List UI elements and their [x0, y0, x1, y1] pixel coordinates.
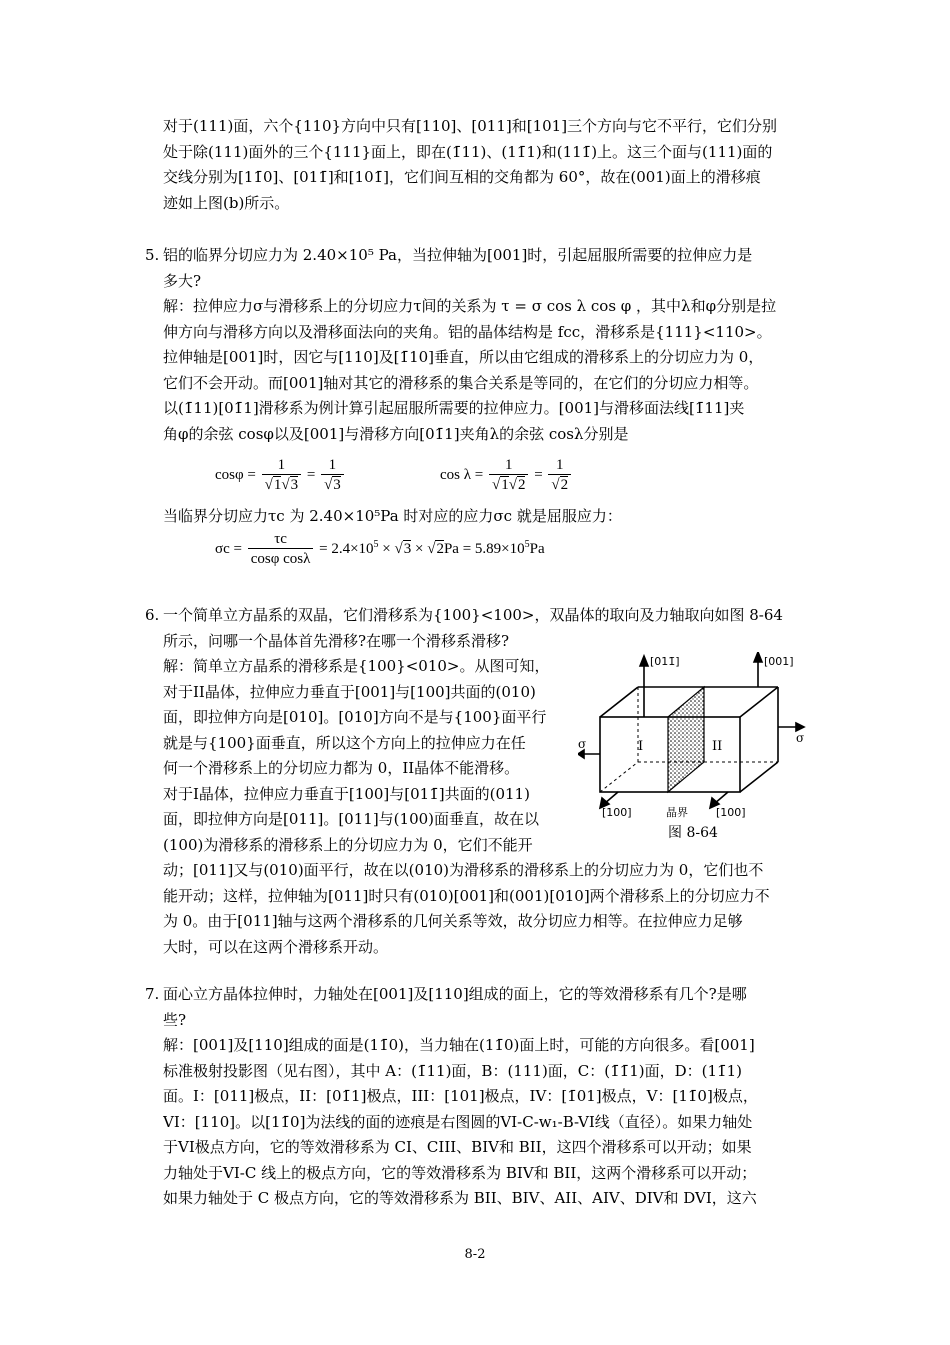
- answer-line: 对于II晶体，拉伸应力垂直于[001]与[100]共面的(010): [163, 682, 536, 701]
- formula-yield-stress: σc = $\frac{\tau c}{\text{cosφ cosλ}}$ = $2.4\times 10^5 \times √3 \times √2Pa = 5.89\times 10^5Pa$: [215, 531, 545, 567]
- answer-line: 角φ的余弦 cosφ以及[001]与滑移方向[01̄1]夹角λ的余弦 cosλ分别是: [163, 424, 629, 443]
- question-line: 多大?: [163, 271, 202, 290]
- question-line: 些?: [163, 1010, 187, 1029]
- answer-line: 于VI极点方向，它的等效滑移系为 CI、CIII、BIV和 BII，这四个滑移系可以开动；如果: [163, 1138, 752, 1156]
- intro-paragraph: [163, 114, 808, 216]
- answer-line: 面。I：[011]极点，II：[01̄1]极点，III：[101]极点，IV：[1̄01]极点，V：[11̄0]极点，: [163, 1087, 758, 1105]
- label-crystal-I: I: [638, 739, 644, 754]
- label-sigma-left: σ: [578, 737, 587, 751]
- answer-line: 面，即拉伸方向是[011]。[011]与(100)面垂直，故在以: [163, 810, 540, 828]
- answer-line: 能开动；这样，拉伸轴为[011]时只有(010)[001]和(001)[010]两个滑移系上的分切应力不: [163, 886, 770, 905]
- label-001: [001]: [764, 655, 794, 668]
- label-crystal-II: II: [712, 739, 723, 754]
- answer-line: 就是与{100}面垂直，所以这个方向上的拉伸应力在任: [163, 733, 526, 752]
- answer-line: 标准极射投影图（见右图），其中 A：(1̄11)面，B：(111)面，C：(1̄1̄1)面，D：(11̄1): [163, 1061, 742, 1080]
- answer-line: 伸方向与滑移方向以及滑移面法向的夹角。铝的晶体结构是 fcc，滑移系是{111}<110>。: [163, 322, 772, 341]
- question-6-answer-wide: [163, 858, 808, 960]
- label-011: [011̄]: [650, 655, 680, 668]
- q5-middle-line: 当临界分切应力τc 为 2.40×10⁵Pa 时对应的应力σc 就是屈服应力：: [163, 507, 622, 525]
- answer-line: 对于I晶体，拉伸应力垂直于[100]与[011̄]共面的(011): [163, 784, 530, 803]
- label-100-left: [100]: [602, 806, 632, 819]
- label-sigma-right: σ: [796, 731, 805, 745]
- answer-line: VI：[110]。以[11̄0]为法线的面的迹痕是右图圆的VI-C-w₁-B-VI线（直径）。如果力轴处: [163, 1112, 753, 1131]
- formula-cos-phi: cosφ = $\frac{1}{√1√3}$ = $\frac{1}{√3}$: [215, 456, 346, 495]
- question-line: 面心立方晶体拉伸时，力轴处在[001]及[110]组成的面上，它的等效滑移系有几个?是哪: [163, 985, 747, 1003]
- grain-boundary-plane: [668, 687, 704, 792]
- question-6-text: [163, 603, 808, 654]
- answer-line: 动；[011]又与(010)面平行，故在以(010)为滑移系的滑移系上的分切应力为 0，它们也不: [163, 861, 764, 879]
- answer-line: (100)为滑移系的滑移系上的分切应力为 0，它们不能开: [163, 835, 533, 854]
- answer-line: 如果力轴处于 C 极点方向，它的等效滑移系为 BII、BIV、AII、AIV、DIV和 DVI，这六: [163, 1189, 757, 1207]
- page-number: 8-2: [464, 1247, 486, 1262]
- answer-line: 面，即拉伸方向是[010]。[010]方向不是与{100}面平行: [163, 708, 547, 726]
- question-6-number: 6.: [145, 606, 160, 624]
- answer-line: 以(1̄11)[01̄1]滑移系为例计算引起屈服所需要的拉伸应力。[001]与滑移面法线[1̄11]夹: [163, 399, 745, 417]
- label-grain-boundary: 晶界: [666, 806, 688, 819]
- figure-caption: 图 8-64: [668, 825, 718, 841]
- answer-line: 解：[001]及[110]组成的面是(11̄0)，当力轴在(11̄0)面上时，可能的方向很多。看[001]: [163, 1036, 755, 1054]
- question-line: 一个简单立方晶系的双晶，它们滑移系为{100}<100>，双晶体的取向及力轴取向如图 8-64: [163, 606, 783, 624]
- question-line: 所示，问哪一个晶体首先滑移?在哪一个滑移系滑移?: [163, 631, 510, 650]
- intro-line: 迹如上图(b)所示。: [163, 193, 290, 212]
- bicrystal-figure: [578, 652, 813, 827]
- answer-line: 它们不会开动。而[001]轴对其它的滑移系的集合关系是等同的，在它们的分切应力相等。: [163, 373, 759, 392]
- intro-line: 处于除(111)面外的三个{111}面上，即在(1̄11)、(11̄1)和(111̄)上。这三个面与(111)面的: [163, 142, 773, 161]
- answer-line: 何一个滑移系上的分切应力都为 0，II晶体不能滑移。: [163, 759, 520, 777]
- question-7-number: 7.: [145, 985, 160, 1003]
- question-7-text: [163, 982, 808, 1212]
- question-6-answer-narrow: [163, 654, 563, 858]
- intro-line: 对于(111)面，六个{110}方向中只有[110]、[011]和[101]三个方向与它不平行，它们分别: [163, 117, 778, 135]
- intro-line: 交线分别为[11̄0]、[011̄]和[101̄]，它们间互相的交角都为 60°，故在(001)面上的滑移痕: [163, 168, 761, 186]
- answer-line: 大时，可以在这两个滑移系开动。: [163, 937, 389, 956]
- question-5-number: 5.: [145, 246, 160, 264]
- question-line: 铝的临界分切应力为 2.40×10⁵ Pa，当拉伸轴为[001]时，引起屈服所需要的拉伸应力是: [163, 246, 753, 264]
- answer-line: 解：简单立方晶系的滑移系是{100}<010>。从图可知，: [163, 657, 550, 675]
- answer-line: 拉伸轴是[001]时，因它与[110]及[1̄10]垂直，所以由它组成的滑移系上的分切应力为 0，: [163, 348, 764, 366]
- question-5-text: [163, 243, 808, 447]
- label-100-right: [100]: [716, 806, 746, 819]
- answer-line: 解：拉伸应力σ与滑移系上的分切应力τ间的关系为 τ = σ cos λ cos φ ，其中λ和φ分别是拉: [163, 297, 777, 315]
- answer-line: 为 0。由于[011]轴与这两个滑移系的几何关系等效，故分切应力相等。在拉伸应力足够: [163, 912, 743, 930]
- answer-line: 力轴处于VI-C 线上的极点方向，它的等效滑移系为 BIV和 BII，这两个滑移系可以开动；: [163, 1163, 757, 1182]
- formula-cos-lambda: cos λ = $\frac{1}{√1√2}$ = $\frac{1}{√2}$: [440, 456, 573, 495]
